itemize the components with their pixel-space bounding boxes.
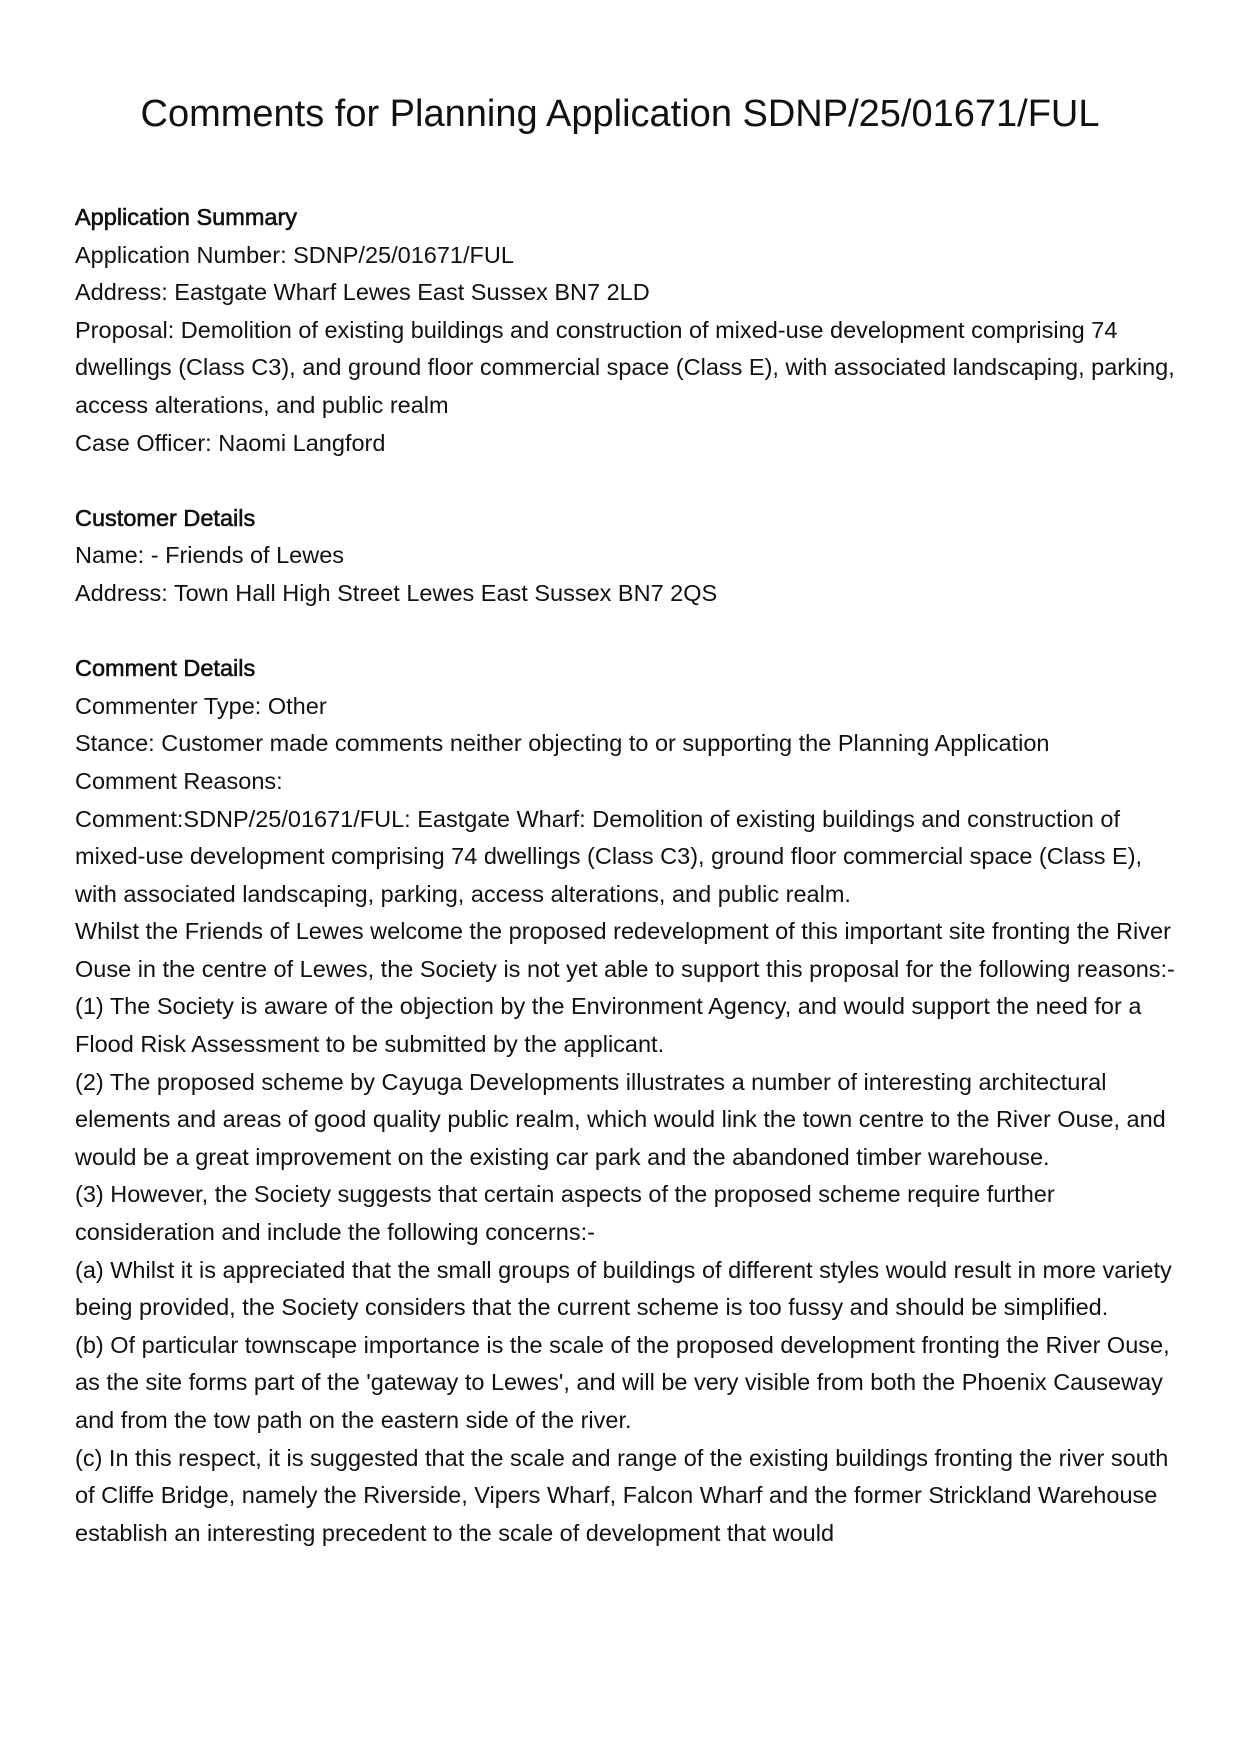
case-officer: Case Officer: Naomi Langford [75, 429, 386, 456]
document-body [75, 199, 1182, 1552]
site-address: Address: Eastgate Wharf Lewes East Sussex BN7 2LD [75, 279, 650, 306]
comment-details-section [75, 650, 1179, 1552]
customer-details-section [75, 500, 1175, 613]
comment-paragraph: (a) Whilst it is appreciated that the small groups of buildings of different styles would result in more variety being provided, the Society considers that the current scheme is too fussy and should be simplified. [75, 1256, 1179, 1321]
customer-details-heading: Customer Details [75, 504, 256, 531]
application-number: Application Number: SDNP/25/01671/FUL [75, 241, 514, 268]
comment-paragraph: Whilst the Friends of Lewes welcome the proposed redevelopment of this important site fronting the River Ouse in the centre of Lewes, the Society is not yet able to support this proposal for the following reasons:- [75, 918, 1178, 982]
section-spacer [75, 613, 1175, 651]
comment-paragraph: (2) The proposed scheme by Cayuga Developments illustrates a number of interesting architectural elements and areas of good quality public realm, which would link the town centre to the River Ouse, and would be a great improvement on the existing car park and the abandoned timber warehouse. [75, 1068, 1173, 1170]
stance: Stance: Customer made comments neither objecting to or supporting the Planning Application [75, 730, 1050, 757]
comment-paragraph: Comment:SDNP/25/01671/FUL: Eastgate Wharf: Demolition of existing buildings and construction of mixed-use development comprising 74 dwellings (Class C3), ground floor commercial space (Class E), with associated landscaping, parking, access alterations, and public realm. [75, 805, 1149, 907]
proposal-text: Proposal: Demolition of existing buildings and construction of mixed-use development comprising 74 dwellings (Class C3), and ground floor commercial space (Class E), with associated landscaping, parking, access alterations, and public realm [75, 316, 1182, 418]
section-spacer [75, 462, 1175, 500]
application-summary-section [75, 199, 1182, 462]
commenter-type: Commenter Type: Other [75, 692, 327, 719]
comment-details-heading: Comment Details [75, 655, 256, 682]
comment-paragraph: (b) Of particular townscape importance is the scale of the proposed development fronting the River Ouse, as the site forms part of the 'gateway to Lewes', and will be very visible from both the Phoenix Causeway and from the tow path on the eastern side of the river. [75, 1331, 1177, 1433]
comment-paragraph: (3) However, the Society suggests that certain aspects of the proposed scheme require further consideration and include the following concerns:- [75, 1181, 1062, 1246]
comment-paragraph: (1) The Society is aware of the objection by the Environment Agency, and would support the need for a Flood Risk Assessment to be submitted by the applicant. [75, 993, 1148, 1058]
customer-name: Name: - Friends of Lewes [75, 542, 345, 569]
customer-address: Address: Town Hall High Street Lewes East Sussex BN7 2QS [75, 579, 718, 606]
comment-reasons: Comment Reasons: [75, 767, 283, 794]
page-title: Comments for Planning Application SDNP/25/01671/FUL [140, 93, 1100, 135]
application-summary-heading: Application Summary [75, 204, 298, 230]
comment-paragraph: (c) In this respect, it is suggested that the scale and range of the existing buildings fronting the river south of Cliffe Bridge, namely the Riverside, Vipers Wharf, Falcon Wharf and the former Strickland Warehouse establish an interesting precedent to the scale of development that would [75, 1444, 1175, 1546]
